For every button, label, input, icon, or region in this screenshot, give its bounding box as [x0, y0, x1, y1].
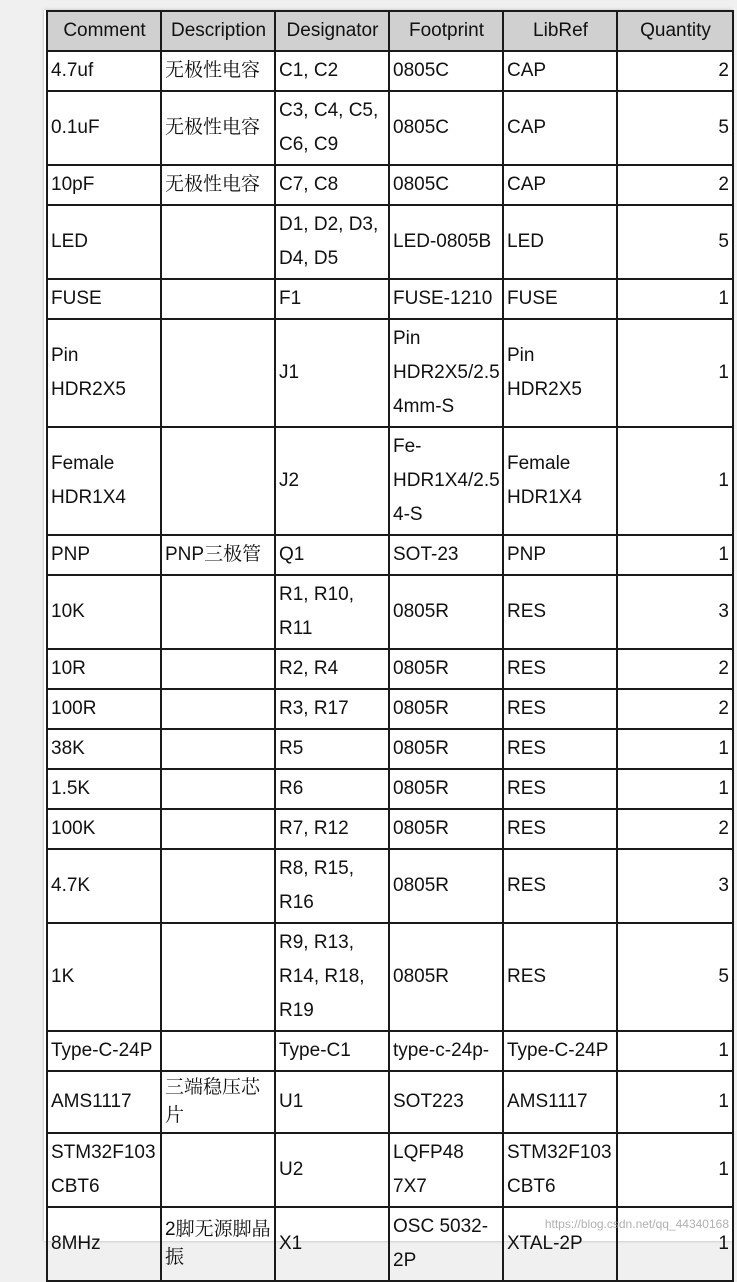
cell-designator: R7, R12	[275, 809, 389, 849]
table-row	[47, 51, 733, 91]
cell-quantity: 2	[617, 51, 733, 91]
cell-footprint: 0805R	[389, 923, 503, 1031]
cell-comment: 10R	[47, 649, 161, 689]
cell-comment: 38K	[47, 729, 161, 769]
cell-footprint: 0805C	[389, 91, 503, 165]
cell-designator: Q1	[275, 535, 389, 575]
cell-footprint: FUSE-1210	[389, 279, 503, 319]
cell-comment: AMS1117	[47, 1071, 161, 1133]
cell-designator: J2	[275, 427, 389, 535]
table-row	[47, 689, 733, 729]
header-libref: LibRef	[503, 11, 617, 51]
cell-description	[161, 729, 275, 769]
table-row	[47, 427, 733, 535]
cell-footprint: 0805C	[389, 165, 503, 205]
cell-quantity: 1	[617, 729, 733, 769]
cell-comment: LED	[47, 205, 161, 279]
cell-comment: 100R	[47, 689, 161, 729]
cell-footprint: 0805R	[389, 729, 503, 769]
cell-quantity: 1	[617, 1071, 733, 1133]
cell-libref: FUSE	[503, 279, 617, 319]
cell-description	[161, 923, 275, 1031]
table-row	[47, 1071, 733, 1133]
cell-libref: AMS1117	[503, 1071, 617, 1133]
cell-comment: PNP	[47, 535, 161, 575]
cell-footprint: 0805R	[389, 575, 503, 649]
cell-designator: R2, R4	[275, 649, 389, 689]
cell-quantity: 2	[617, 689, 733, 729]
cell-designator: Type-C1	[275, 1031, 389, 1071]
cell-description: 无极性电容	[161, 91, 275, 165]
cell-libref: Pin HDR2X5	[503, 319, 617, 427]
cell-footprint: SOT223	[389, 1071, 503, 1133]
cell-libref: CAP	[503, 165, 617, 205]
cell-footprint: SOT-23	[389, 535, 503, 575]
table-row	[47, 809, 733, 849]
cell-description: 三端稳压芯片	[161, 1071, 275, 1133]
header-comment: Comment	[47, 11, 161, 51]
cell-libref: LED	[503, 205, 617, 279]
cell-quantity: 1	[617, 769, 733, 809]
cell-libref: CAP	[503, 51, 617, 91]
cell-comment: Pin HDR2X5	[47, 319, 161, 427]
cell-quantity: 2	[617, 165, 733, 205]
cell-designator: C3, C4, C5, C6, C9	[275, 91, 389, 165]
cell-footprint: LED-0805B	[389, 205, 503, 279]
cell-designator: R3, R17	[275, 689, 389, 729]
cell-designator: C7, C8	[275, 165, 389, 205]
cell-comment: 100K	[47, 809, 161, 849]
cell-quantity: 5	[617, 205, 733, 279]
cell-footprint: 0805R	[389, 689, 503, 729]
cell-description	[161, 279, 275, 319]
cell-libref: RES	[503, 575, 617, 649]
cell-description	[161, 1031, 275, 1071]
cell-designator: J1	[275, 319, 389, 427]
cell-libref: RES	[503, 809, 617, 849]
table-row	[47, 649, 733, 689]
cell-quantity: 2	[617, 649, 733, 689]
cell-libref: PNP	[503, 535, 617, 575]
cell-description	[161, 427, 275, 535]
cell-comment: 4.7uf	[47, 51, 161, 91]
cell-footprint: 0805C	[389, 51, 503, 91]
cell-libref: RES	[503, 729, 617, 769]
cell-footprint: type-c-24p-	[389, 1031, 503, 1071]
cell-quantity: 1	[617, 1031, 733, 1071]
cell-comment: Type-C-24P	[47, 1031, 161, 1071]
cell-quantity: 1	[617, 279, 733, 319]
cell-description: 无极性电容	[161, 165, 275, 205]
cell-quantity: 1	[617, 319, 733, 427]
cell-quantity: 5	[617, 923, 733, 1031]
cell-quantity: 1	[617, 1133, 733, 1207]
cell-libref: CAP	[503, 91, 617, 165]
cell-libref: Type-C-24P	[503, 1031, 617, 1071]
header-row	[47, 11, 733, 51]
cell-footprint: LQFP48 7X7	[389, 1133, 503, 1207]
cell-quantity: 5	[617, 91, 733, 165]
cell-comment: 8MHz	[47, 1207, 161, 1281]
table-row	[47, 575, 733, 649]
cell-comment: 10pF	[47, 165, 161, 205]
cell-libref: RES	[503, 649, 617, 689]
cell-designator: C1, C2	[275, 51, 389, 91]
table-row	[47, 769, 733, 809]
cell-quantity: 3	[617, 575, 733, 649]
table-row	[47, 923, 733, 1031]
cell-description	[161, 769, 275, 809]
cell-designator: R5	[275, 729, 389, 769]
header-footprint: Footprint	[389, 11, 503, 51]
cell-description	[161, 205, 275, 279]
header-quantity: Quantity	[617, 11, 733, 51]
cell-description	[161, 319, 275, 427]
cell-description: 2脚无源脚晶振	[161, 1207, 275, 1281]
cell-comment: 0.1uF	[47, 91, 161, 165]
cell-footprint: 0805R	[389, 809, 503, 849]
table-row	[47, 849, 733, 923]
cell-designator: R9, R13, R14, R18, R19	[275, 923, 389, 1031]
table-row	[47, 319, 733, 427]
cell-libref: RES	[503, 689, 617, 729]
cell-libref: RES	[503, 769, 617, 809]
cell-comment: STM32F103 CBT6	[47, 1133, 161, 1207]
cell-description	[161, 1133, 275, 1207]
cell-comment: 10K	[47, 575, 161, 649]
cell-designator: F1	[275, 279, 389, 319]
cell-description	[161, 809, 275, 849]
cell-quantity: 1	[617, 1207, 733, 1281]
cell-designator: U1	[275, 1071, 389, 1133]
cell-designator: R6	[275, 769, 389, 809]
table-row	[47, 205, 733, 279]
cell-description	[161, 649, 275, 689]
cell-footprint: Fe-HDR1X4/2.54-S	[389, 427, 503, 535]
bom-table	[46, 10, 734, 1282]
table-row	[47, 279, 733, 319]
cell-designator: D1, D2, D3, D4, D5	[275, 205, 389, 279]
header-description: Description	[161, 11, 275, 51]
cell-footprint: 0805R	[389, 849, 503, 923]
cell-description	[161, 575, 275, 649]
watermark: https://blog.csdn.net/qq_44340168	[544, 1217, 729, 1231]
cell-quantity: 1	[617, 427, 733, 535]
cell-designator: U2	[275, 1133, 389, 1207]
cell-libref: XTAL-2P	[503, 1207, 617, 1281]
cell-footprint: 0805R	[389, 769, 503, 809]
cell-designator: X1	[275, 1207, 389, 1281]
table-row	[47, 91, 733, 165]
cell-description	[161, 849, 275, 923]
cell-footprint: OSC 5032-2P	[389, 1207, 503, 1281]
header-designator: Designator	[275, 11, 389, 51]
table-row	[47, 1133, 733, 1207]
table-row	[47, 729, 733, 769]
table-row	[47, 535, 733, 575]
cell-footprint: 0805R	[389, 649, 503, 689]
cell-comment: 4.7K	[47, 849, 161, 923]
cell-comment: FUSE	[47, 279, 161, 319]
cell-footprint: Pin HDR2X5/2.54mm-S	[389, 319, 503, 427]
cell-quantity: 1	[617, 535, 733, 575]
cell-comment: 1.5K	[47, 769, 161, 809]
cell-comment: Female HDR1X4	[47, 427, 161, 535]
cell-designator: R8, R15, R16	[275, 849, 389, 923]
cell-quantity: 3	[617, 849, 733, 923]
cell-designator: R1, R10, R11	[275, 575, 389, 649]
table-row	[47, 165, 733, 205]
cell-quantity: 2	[617, 809, 733, 849]
cell-libref: Female HDR1X4	[503, 427, 617, 535]
cell-description: 无极性电容	[161, 51, 275, 91]
cell-libref: STM32F103 CBT6	[503, 1133, 617, 1207]
cell-description: PNP三极管	[161, 535, 275, 575]
cell-libref: RES	[503, 849, 617, 923]
cell-libref: RES	[503, 923, 617, 1031]
table-row	[47, 1031, 733, 1071]
cell-comment: 1K	[47, 923, 161, 1031]
cell-description	[161, 689, 275, 729]
